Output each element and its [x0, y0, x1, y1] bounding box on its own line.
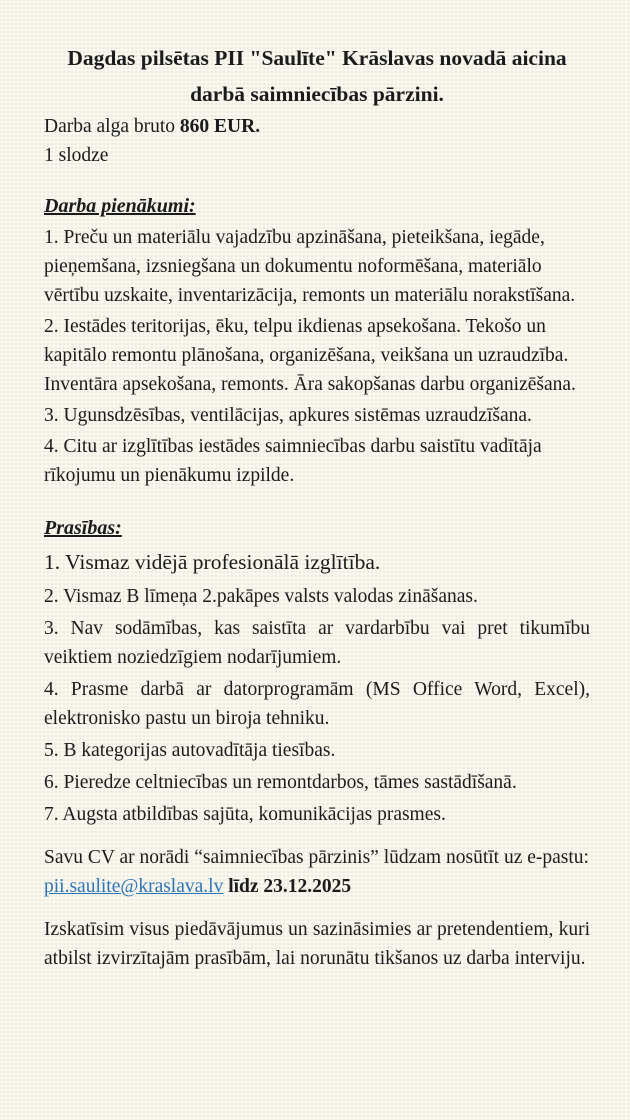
application-paragraph: [44, 843, 590, 901]
salary-line: [44, 112, 590, 141]
job-title-line-2: darbā saimniecības pārzini.: [190, 82, 444, 106]
email-link[interactable]: pii.saulite@kraslava.lv: [44, 876, 224, 897]
requirement-item-6: 6. Pieredze celtniecības un remontdarbos, tāmes sastādīšanā.: [44, 772, 517, 793]
salary-value: 860 EUR.: [179, 116, 261, 137]
requirement-item-4: 4. Prasme darbā ar datorprogramām (MS Office Word, Excel), elektronisko pastu un biroja tehniku.: [44, 679, 590, 729]
workload-line: 1 slodze: [44, 145, 109, 166]
salary-prefix: Darba alga bruto: [44, 116, 180, 137]
closing-paragraph: Izskatīsim visus piedāvājumus un sazināsimies ar pretendentiem, kuri atbilst izvirzītajām prasībām, lai norunātu tikšanos uz darba interviju.: [44, 919, 590, 969]
duty-item-4: 4. Citu ar izglītības iestādes saimniecības darbu saistītu vadītāja rīkojumu un pienākumu izpilde.: [44, 436, 542, 486]
requirement-item-1: 1. Vismaz vidējā profesionālā izglītība.: [44, 550, 381, 574]
duty-item-3: 3. Ugunsdzēsības, ventilācijas, apkures sistēmas uzraudzīšana.: [44, 405, 532, 426]
job-title-line-1: Dagdas pilsētas PII "Saulīte" Krāslavas novadā aicina: [67, 46, 567, 70]
duty-item-1: 1. Preču un materiālu vajadzību apzināšana, pieteikšana, iegāde, pieņemšana, izsniegšana un dokumentu noformēšana, materiālo vērtību uzskaite, inventarizācija, remonts un materiālu norakstīšana.: [44, 227, 576, 306]
requirements-heading: Prasības:: [44, 517, 122, 539]
requirement-item-3: 3. Nav sodāmības, kas saistīta ar vardarbību vai pret tikumību veiktiem noziedzīgiem nodarījumiem.: [44, 618, 590, 668]
duties-heading: Darba pienākumi:: [44, 195, 196, 217]
requirement-item-7: 7. Augsta atbildības sajūta, komunikācijas prasmes.: [44, 804, 446, 825]
application-deadline: līdz 23.12.2025: [223, 876, 352, 897]
application-prefix: Savu CV ar norādi “saimniecības pārzinis” lūdzam nosūtīt uz e-pastu:: [44, 847, 589, 868]
job-title: [44, 40, 590, 112]
requirement-item-5: 5. B kategorijas autovadītāja tiesības.: [44, 740, 336, 761]
duty-item-2: 2. Iestādes teritorijas, ēku, telpu ikdienas apsekošana. Tekošo un kapitālo remontu plānošana, organizēšana, veikšana un uzraudzība. Inventāra apsekošana, remonts. Āra sakopšanas darbu organizēšana.: [44, 316, 576, 395]
requirement-item-2: 2. Vismaz B līmeņa 2.pakāpes valsts valodas zināšanas.: [44, 586, 478, 607]
